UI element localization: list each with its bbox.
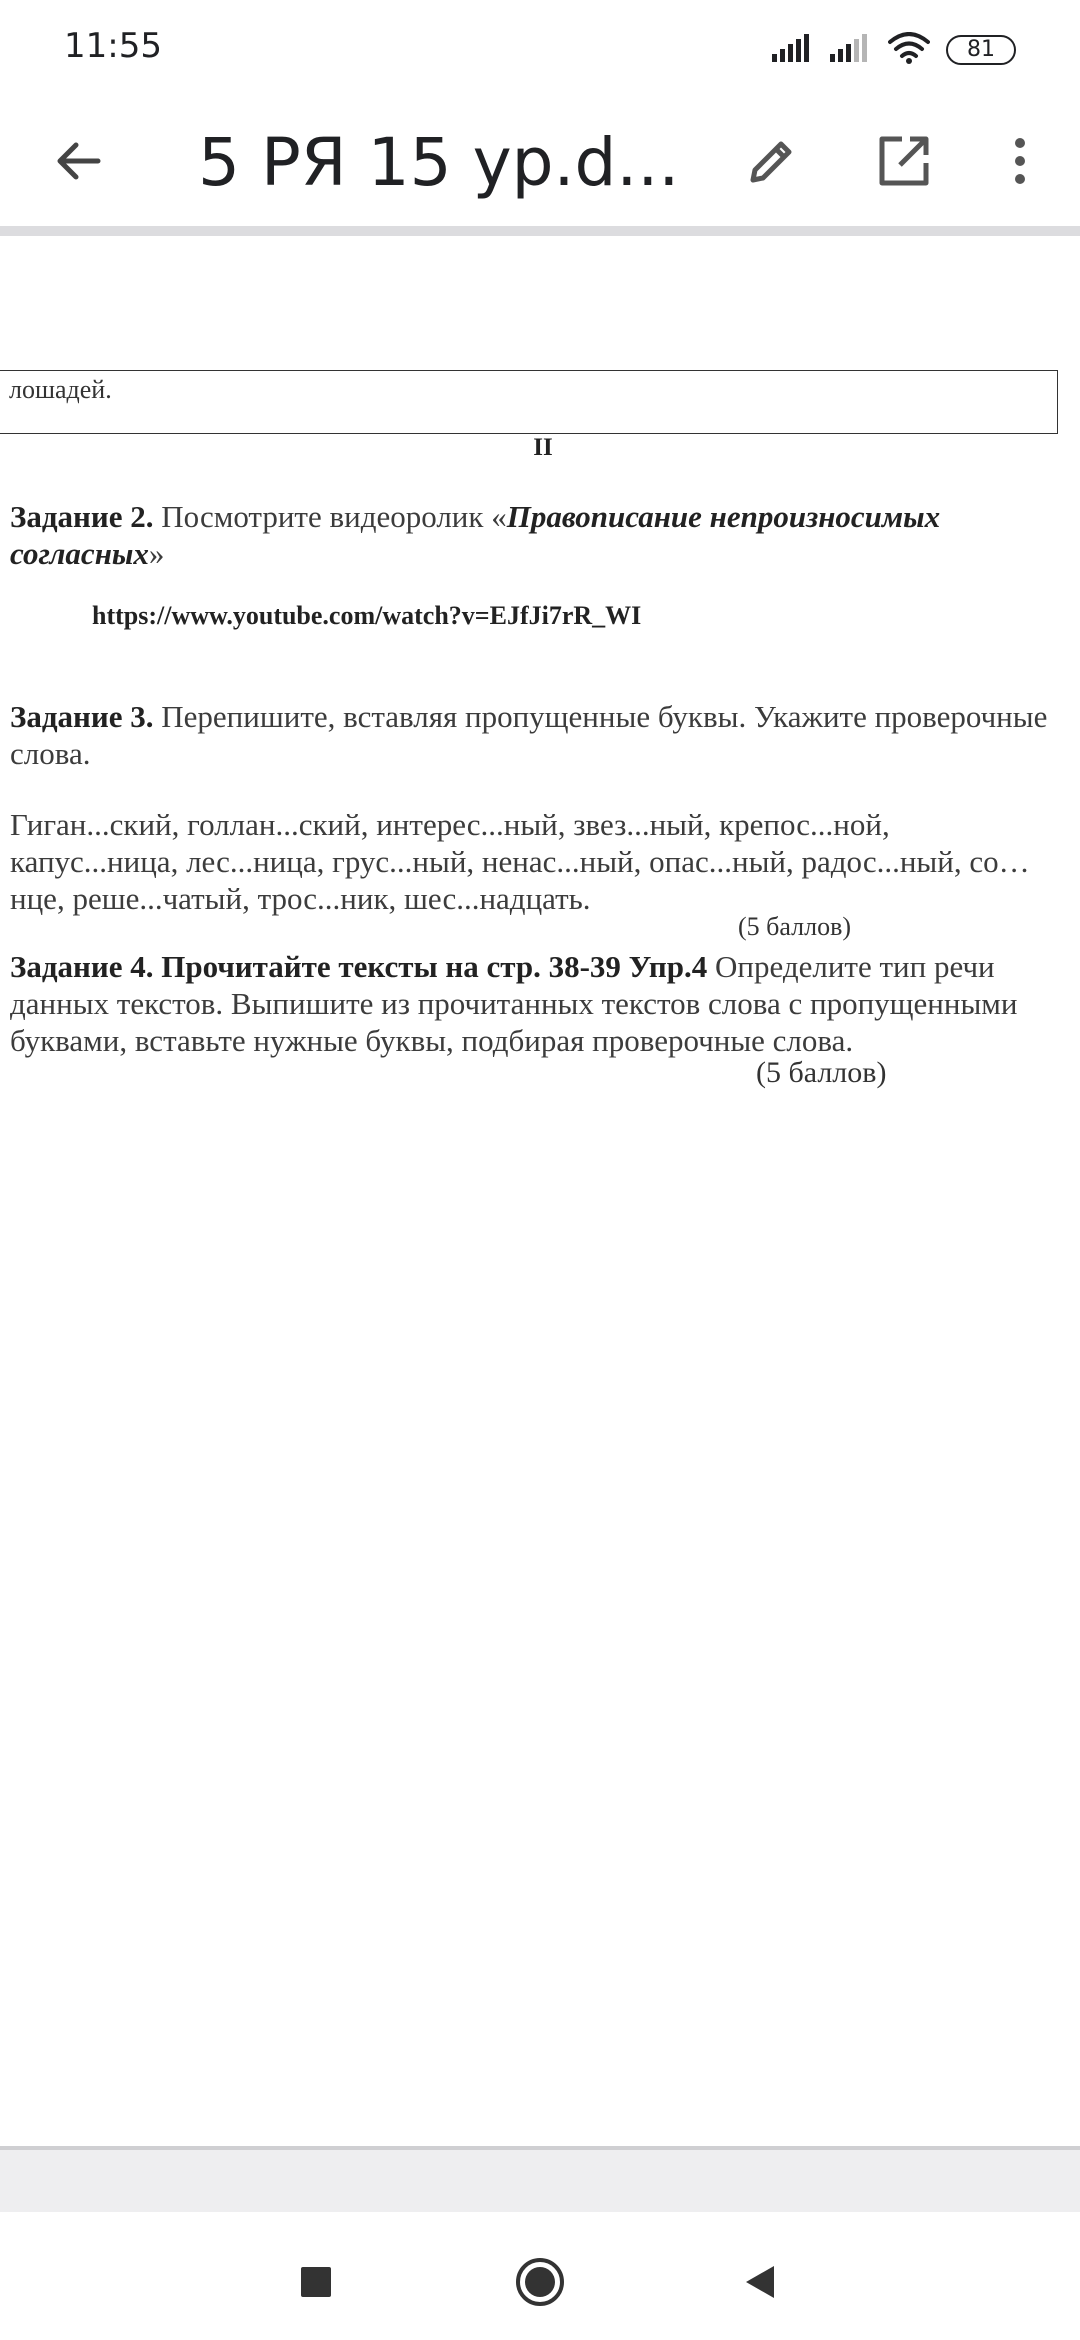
task-2-label: Задание 2. (10, 499, 154, 534)
section-numeral: II (533, 434, 553, 461)
table-cell-text: лошадей. (9, 375, 112, 404)
signal-icon (772, 34, 814, 67)
task-3-points: (5 баллов) (738, 912, 852, 941)
recent-apps-icon (299, 2265, 333, 2304)
table-cell (0, 370, 1058, 434)
task-2-paragraph (10, 498, 1050, 572)
task-4-points: (5 баллов) (756, 1056, 887, 1089)
system-back-button[interactable] (710, 2234, 810, 2334)
app-bar (0, 100, 1080, 236)
task-3-words: Гиган...ский, голлан...ский, интерес...ный, звез...ный, крепос...ной, капус...ница, лес...ница, грус...ный, ненас...ный, опас...ный, радос...ный, со…нце, реше...чатый, трос...ник, шес...надцать. (10, 807, 1030, 916)
open-external-icon (876, 133, 932, 194)
home-button[interactable] (490, 2234, 590, 2334)
task-3-label: Задание 3. (10, 699, 154, 734)
task-2-video-title: Правописание непроизносимых согласных (10, 499, 941, 571)
back-arrow-icon (52, 135, 104, 192)
document-page[interactable] (0, 246, 1080, 2146)
task-3-paragraph (10, 698, 1050, 772)
battery-icon: 81 (946, 35, 1016, 65)
document-title: 5 РЯ 15 ур.d... (198, 124, 680, 201)
wifi-icon (888, 32, 930, 69)
task-4-text: Определите тип речи данных текстов. Выпишите из прочитанных текстов слова с пропущенными буквами, вставьте нужные буквы, подбирая проверочные слова. (10, 949, 1018, 1058)
status-icons (772, 30, 1016, 70)
task-4-paragraph (10, 948, 1050, 1059)
page-end-strip (0, 2146, 1080, 2212)
system-nav-bar (0, 2212, 1080, 2340)
task-2-text: Посмотрите видеоролик « (153, 499, 507, 534)
edit-button[interactable] (724, 100, 820, 226)
back-button[interactable] (30, 100, 126, 226)
pencil-icon (743, 132, 801, 195)
status-bar (0, 0, 1080, 100)
back-triangle-icon (740, 2262, 780, 2307)
more-options-button[interactable] (972, 100, 1068, 226)
task-3-text: Перепишите, вставляя пропущенные буквы. Укажите проверочные слова. (10, 699, 1048, 771)
status-time: 11:55 (64, 26, 162, 66)
open-external-button[interactable] (856, 100, 952, 226)
more-vert-icon (1010, 135, 1030, 192)
signal-icon (830, 34, 872, 67)
video-link[interactable]: https://www.youtube.com/watch?v=EJfJi7rR_WI (92, 601, 642, 630)
recent-apps-button[interactable] (266, 2234, 366, 2334)
home-icon (514, 2256, 566, 2313)
task-4-label: Задание 4. Прочитайте тексты на стр. 38-39 Упр.4 (10, 949, 708, 984)
task-2-close: » (148, 536, 165, 571)
